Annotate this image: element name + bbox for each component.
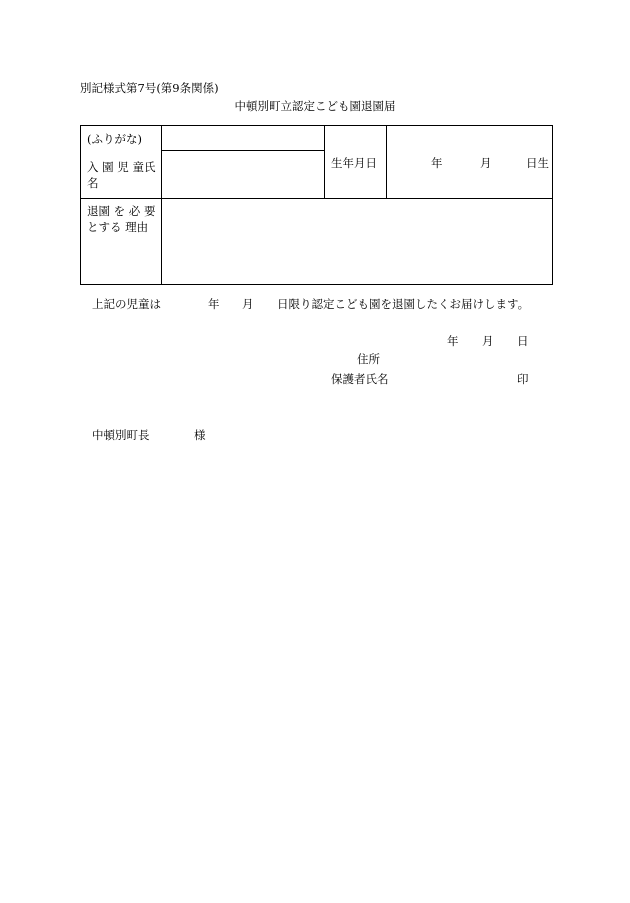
date-day-label: 日 <box>517 334 529 348</box>
document-title: 中頓別町立認定こども園退園届 <box>234 99 396 113</box>
reason-field[interactable] <box>163 200 549 282</box>
birth-year-label: 年 <box>431 156 443 170</box>
divider <box>386 126 387 198</box>
divider <box>324 126 325 198</box>
reason-label: 退園 を 必 要 とする 理由 <box>87 204 156 234</box>
divider <box>81 198 552 199</box>
guardian-name-label: 保護者氏名 <box>331 372 389 386</box>
divider <box>161 150 324 151</box>
form-number-label: 別記様式第7号(第9条関係) <box>80 81 219 95</box>
seal-mark: 印 <box>517 372 529 386</box>
addressee-honorific: 様 <box>194 428 206 442</box>
address-label: 住所 <box>357 352 380 366</box>
statement-month: 月 <box>242 297 254 311</box>
child-name-field[interactable] <box>163 154 321 196</box>
birth-day-label: 日生 <box>526 156 549 170</box>
statement-prefix: 上記の児童は <box>92 297 161 311</box>
birth-month-label: 月 <box>480 156 492 170</box>
statement-year: 年 <box>208 297 220 311</box>
divider <box>161 126 162 198</box>
application-table <box>80 125 553 285</box>
birthdate-label: 生年月日 <box>331 156 377 170</box>
furigana-field[interactable] <box>163 130 321 148</box>
statement-suffix: 日限り認定こども園を退園したくお届けします。 <box>277 297 530 311</box>
child-name-label: 入 園 児 童氏 名 <box>87 160 156 190</box>
addressee-name: 中頓別町長 <box>92 428 150 442</box>
date-month-label: 月 <box>482 334 494 348</box>
furigana-label: (ふりがな) <box>87 132 142 146</box>
divider <box>161 198 162 284</box>
date-year-label: 年 <box>447 334 459 348</box>
